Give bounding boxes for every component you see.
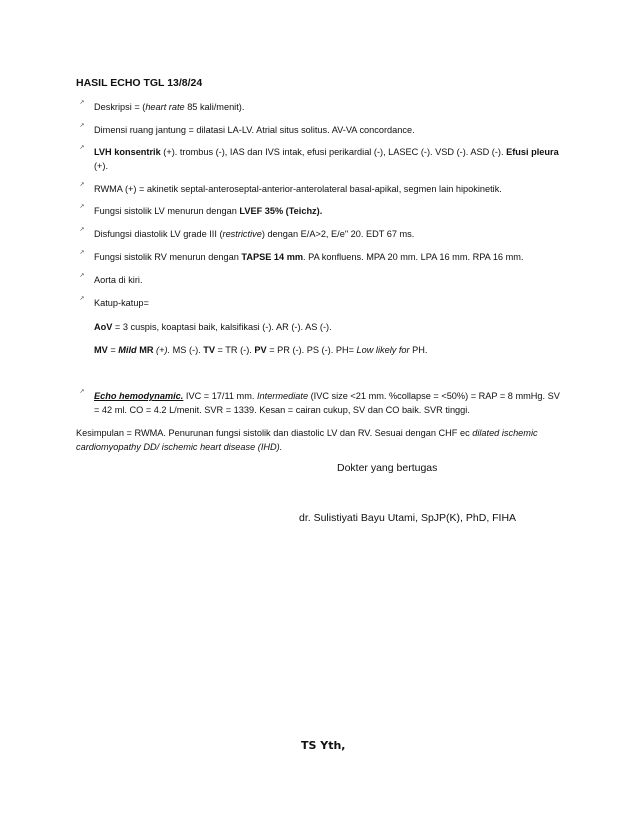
arrow-bullet-icon: ↗ bbox=[79, 226, 85, 233]
list-item-rv: ↗ Fungsi sistolik RV menurun dengan TAPSE 14 mm. PA konfluens. MPA 20 mm. LPA 16 mm. RPA 16 mm. bbox=[76, 250, 566, 264]
arrow-bullet-icon: ↗ bbox=[79, 99, 85, 106]
valve-mv-line: MV = Mild MR (+). MS (-). TV = TR (-). PV = PR (-). PS (-). PH= Low likely for PH. bbox=[94, 345, 428, 355]
list-item-deskripsi: ↗ Deskripsi = (heart rate 85 kali/menit). bbox=[76, 100, 566, 114]
kesimpulan-paragraph: Kesimpulan = RWMA. Penurunan fungsi sistolik dan diastolic LV dan RV. Sesuai dengan CHF ec dilated ischemic cardiomyopathy DD/ ischemic heart disease (IHD). bbox=[76, 428, 538, 452]
arrow-bullet-icon: ↗ bbox=[79, 388, 85, 395]
list-item-echo-hemodynamic: ↗ Echo hemodynamic. IVC = 17/11 mm. Intermediate (IVC size <21 mm. %collapse = <50%) = RAP = 8 mmHg. SV = 42 ml. CO = 4.2 L/menit. SVR = 1339. Kesan = cairan cukup, SV dan CO baik. SVR tinggi. bbox=[76, 389, 566, 417]
valve-aov-line: AoV = 3 cuspis, koaptasi baik, kalsifikasi (-). AR (-). AS (-). bbox=[94, 322, 332, 332]
list-item-katup: ↗ Katup-katup= bbox=[76, 296, 566, 310]
signature-role: Dokter yang bertugas bbox=[337, 462, 438, 474]
list-item-sistolik: ↗ Fungsi sistolik LV menurun dengan LVEF 35% (Teichz). bbox=[76, 204, 566, 218]
report-title: HASIL ECHO TGL 13/8/24 bbox=[76, 77, 203, 89]
footer-greeting: TS Yth, bbox=[301, 739, 346, 752]
arrow-bullet-icon: ↗ bbox=[79, 144, 85, 151]
arrow-bullet-icon: ↗ bbox=[79, 249, 85, 256]
signature-name: dr. Sulistiyati Bayu Utami, SpJP(K), PhD, FIHA bbox=[299, 512, 517, 524]
arrow-bullet-icon: ↗ bbox=[79, 295, 85, 302]
arrow-bullet-icon: ↗ bbox=[79, 203, 85, 210]
list-item-diastolik: ↗ Disfungsi diastolik LV grade III (restrictive) dengan E/A>2, E/e" 20. EDT 67 ms. bbox=[76, 227, 566, 241]
list-item-aorta: ↗ Aorta di kiri. bbox=[76, 273, 566, 287]
list-item-rwma: ↗ RWMA (+) = akinetik septal-anteroseptal-anterior-anterolateral basal-apikal, segmen lain hipokinetik. bbox=[76, 182, 566, 196]
arrow-bullet-icon: ↗ bbox=[79, 181, 85, 188]
list-item-dimensi: ↗ Dimensi ruang jantung = dilatasi LA-LV. Atrial situs solitus. AV-VA concordance. bbox=[76, 123, 566, 137]
arrow-bullet-icon: ↗ bbox=[79, 122, 85, 129]
list-item-lvh: ↗ LVH konsentrik (+). trombus (-), IAS dan IVS intak, efusi perikardial (-), LASEC (-). VSD (-). ASD (-). Efusi pleura (+). bbox=[76, 145, 566, 173]
arrow-bullet-icon: ↗ bbox=[79, 272, 85, 279]
